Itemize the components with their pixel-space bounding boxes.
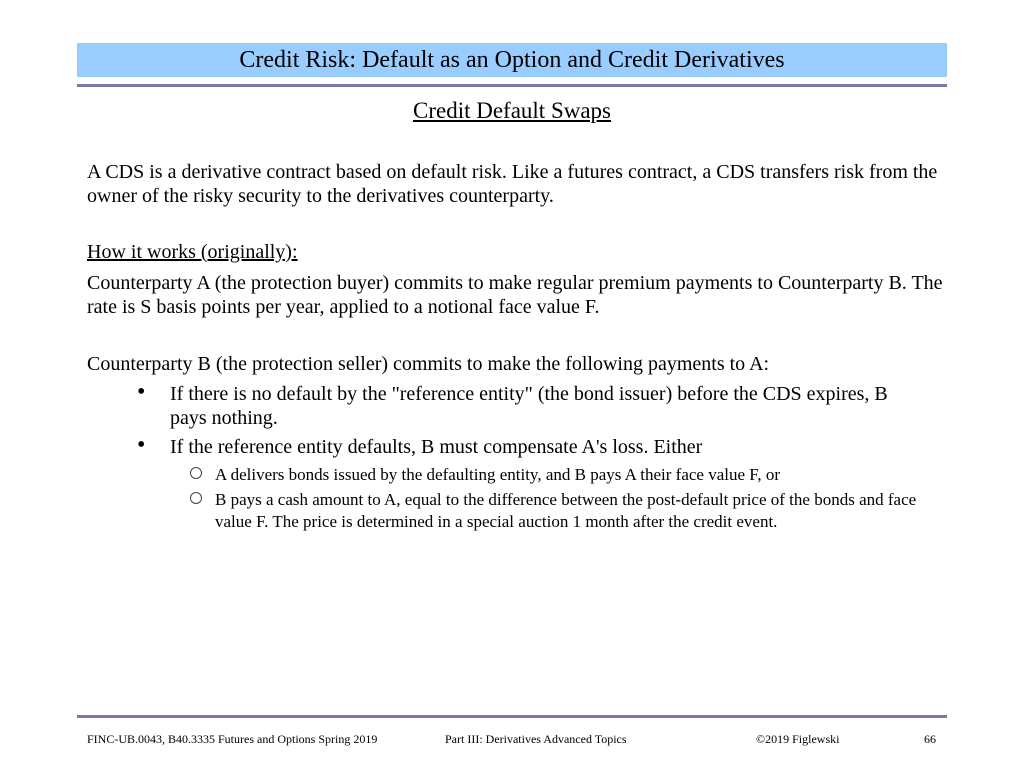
bullet-item: If the reference entity defaults, B must compensate A's loss. Either: [170, 436, 703, 458]
slide-title: Credit Risk: Default as an Option and Credit Derivatives: [239, 47, 785, 73]
buyer-paragraph: Counterparty A (the protection buyer) commits to make regular premium payments to Counterparty B. The rate is S basis points per year, applied to a notional face value F.: [87, 272, 943, 318]
intro-paragraph: A CDS is a derivative contract based on default risk. Like a futures contract, a CDS transfers risk from the owner of the risky security to the derivatives counterparty.: [87, 161, 938, 207]
footer-part: Part III: Derivatives Advanced Topics: [445, 732, 627, 746]
page-number: 66: [924, 732, 936, 746]
title-divider: [77, 84, 947, 87]
footer-divider: [77, 715, 947, 718]
sub-bullet-item: B pays a cash amount to A, equal to the difference between the post-default price of the bonds and face value F. The price is determined in a special auction 1 month after the credit event.: [215, 490, 917, 531]
footer-course: FINC-UB.0043, B40.3335 Futures and Options Spring 2019: [87, 732, 378, 746]
subtitle-text: Credit Default Swaps: [412, 98, 611, 123]
bullet-item: If there is no default by the "reference entity" (the bond issuer) before the CDS expires, B pays nothing.: [170, 383, 888, 429]
bullet-icon: •: [137, 379, 146, 405]
bullet-icon: •: [137, 432, 146, 458]
title-band: [77, 43, 947, 77]
seller-paragraph: Counterparty B (the protection seller) commits to make the following payments to A:: [87, 353, 770, 375]
hollow-circle-icon: [190, 467, 202, 479]
slide-subtitle: [0, 97, 1024, 125]
how-it-works-heading: How it works (originally):: [87, 241, 298, 263]
sub-bullet-item: A delivers bonds issued by the defaulting entity, and B pays A their face value F, or: [215, 465, 781, 484]
footer-copyright: ©2019 Figlewski: [756, 732, 840, 746]
hollow-circle-icon: [190, 492, 202, 504]
